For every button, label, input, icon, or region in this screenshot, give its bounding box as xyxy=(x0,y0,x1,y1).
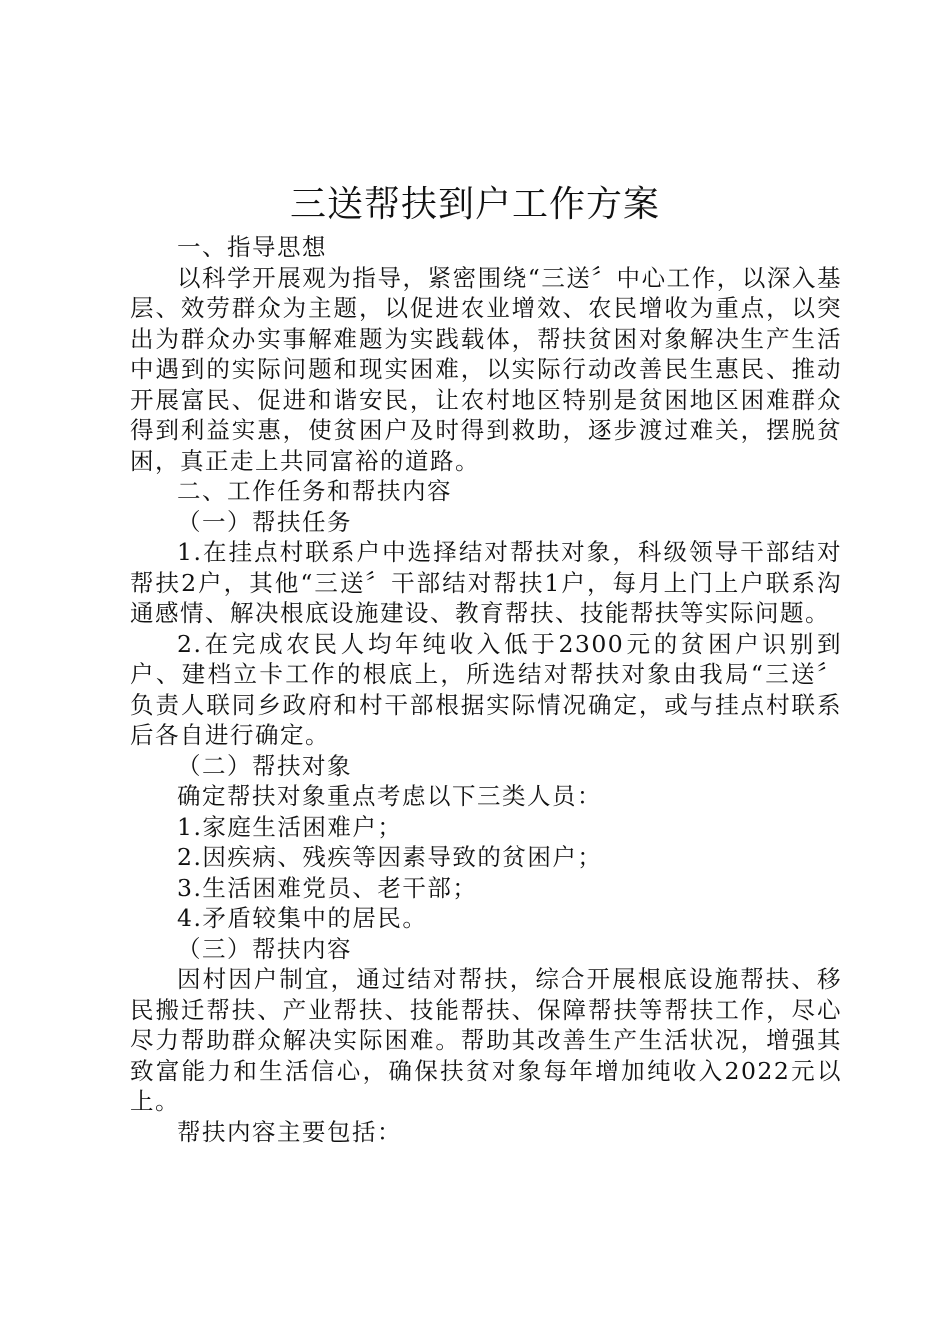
paragraph-task-2: 2.在完成农民人均年纯收入低于2300元的贫困户识别到户、建档立卡工作的根底上，所选结对帮扶对象由我局“三送〞负责人联同乡政府和村干部根据实际情况确定，或与挂点村联系后各自进行确定。 xyxy=(130,629,842,749)
heading-guiding-ideology: 一、指导思想 xyxy=(177,233,327,261)
list-item-target-4: 4.矛盾较集中的居民。 xyxy=(177,904,428,932)
list-item-target-3: 3.生活困难党员、老干部； xyxy=(177,873,478,902)
document-body xyxy=(130,232,842,1147)
paragraph-targets-intro: 确定帮扶对象重点考虑以下三类人员： xyxy=(177,782,602,810)
list-item-target-1: 1.家庭生活困难户； xyxy=(177,812,403,841)
paragraph-task-1: 1.在挂点村联系户中选择结对帮扶对象，科级领导干部结对帮扶2户，其他“三送〞干部结对帮扶1户，每月上门上户联系沟通感情、解决根底设施建设、教育帮扶、技能帮扶等实际问题。 xyxy=(130,538,842,627)
paragraph-assistance-content: 因村因户制宜，通过结对帮扶，综合开展根底设施帮扶、移民搬迁帮扶、产业帮扶、技能帮扶、保障帮扶等帮扶工作，尽心尽力帮助群众解决实际困难。帮助其改善生产生活状况，增强其致富能力和生活信心，确保扶贫对象每年增加纯收入2022元以上。 xyxy=(130,965,842,1115)
subheading-assistance-targets: （二）帮扶对象 xyxy=(177,751,352,780)
heading-tasks-and-content: 二、工作任务和帮扶内容 xyxy=(177,477,452,505)
document-title: 三送帮扶到户工作方案 xyxy=(289,184,660,225)
paragraph-guiding-ideology: 以科学开展观为指导，紧密围绕“三送〞中心工作，以深入基层、效劳群众为主题，以促进农业增效、农民增收为重点，以突出为群众办实事解难题为实践载体，帮扶贫困对象解决生产生活中遇到的实际问题和现实困难，以实际行动改善民生惠民、推动开展富民、促进和谐安民，让农村地区特别是贫困地区困难群众得到利益实惠，使贫困户及时得到救助，逐步渡过难关，摆脱贫困，真正走上共同富裕的道路。 xyxy=(130,263,842,475)
subheading-assistance-content: （三）帮扶内容 xyxy=(177,934,352,963)
list-item-target-2: 2.因疾病、残疾等因素导致的贫困户； xyxy=(177,843,603,871)
paragraph-content-main-items: 帮扶内容主要包括： xyxy=(177,1117,402,1146)
subheading-assistance-tasks: （一）帮扶任务 xyxy=(177,507,352,536)
